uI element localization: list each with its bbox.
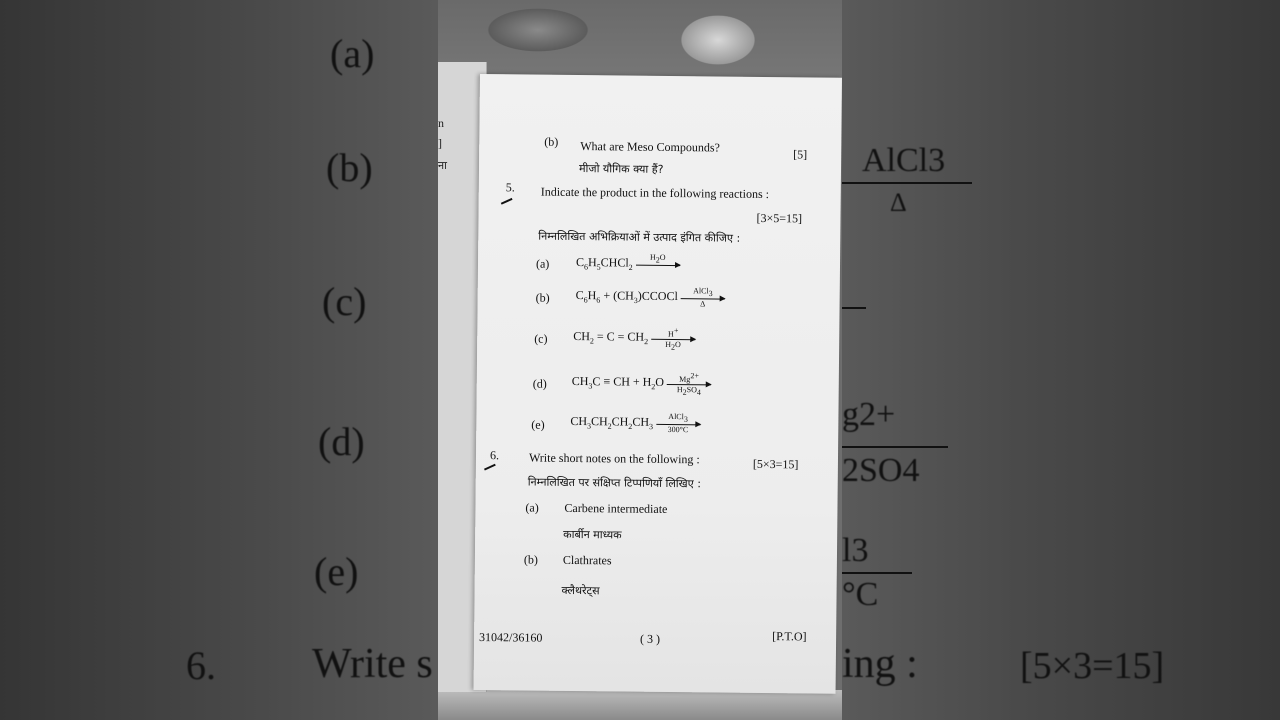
reaction-arrow: $Mg^{2+}$ $H_2SO_4$ xyxy=(667,371,711,397)
reaction-arrow: $H_2O$ xyxy=(636,253,680,275)
reaction-arrow: AlCl$_3$ 300°C xyxy=(656,412,700,434)
note-a-hi: कार्बीन माध्यक xyxy=(563,527,622,542)
reaction-e: $CH_3CH_2CH_2CH_3$ AlCl$_3$ 300°C xyxy=(570,411,700,434)
pto-mark: [P.T.O] xyxy=(772,629,807,644)
bg-arrow-1 xyxy=(842,182,972,184)
reaction-label: (b) xyxy=(535,290,550,305)
bg-fragment-alcl3: AlCl3 xyxy=(862,142,946,179)
reaction-label: (c) xyxy=(534,331,548,346)
note-a-en: Carbene intermediate xyxy=(564,500,668,516)
bg-fragment-cl3: l3 xyxy=(842,532,869,569)
bg-arrow-3 xyxy=(842,446,948,448)
bg-ing-fragment: ing : xyxy=(842,641,918,687)
left-page-fragment: ना xyxy=(438,159,447,172)
bg-fragment-degc: °C xyxy=(842,576,879,613)
reaction-a: $C_6H_5CHCl_2$ $H_2O$ xyxy=(576,252,680,275)
note-b-hi: क्लैथरेट्स xyxy=(561,583,600,598)
bg-label-d: (d) xyxy=(318,419,365,464)
bg-arrow-4 xyxy=(842,572,912,574)
q5-marks: [3×5=15] xyxy=(756,210,803,226)
bg-label-c: (c) xyxy=(322,279,367,324)
bg-fragment-mg: g2+ xyxy=(842,396,896,433)
reaction-c: $CH_2 = C = CH_2$ H+ $H_2O$ xyxy=(573,325,695,352)
bg-fragment-h2so4: 2SO4 xyxy=(842,452,920,489)
reaction-d: $CH_3C$ ≡ CH + $H_2O$ $Mg^{2+}$ $H_2SO_4$ xyxy=(572,370,711,397)
q4b-label: (b) xyxy=(544,134,559,149)
paper-code: 31042/36160 xyxy=(479,630,543,645)
q6-question: Write short notes on the following : xyxy=(528,450,700,467)
q4b-hindi: मीजो यौगिक क्या हैं? xyxy=(578,162,664,176)
reaction-arrow: AlCl$_3$ Δ xyxy=(681,286,725,308)
q5-question: Indicate the product in the following reactions : xyxy=(540,184,770,202)
pen-tick xyxy=(484,464,496,471)
page-number: ( 3 ) xyxy=(640,631,661,646)
bg-label-a: (a) xyxy=(330,31,375,76)
reaction-arrow: H+ $H_2O$ xyxy=(651,326,695,352)
q5-hindi: निम्नलिखित अभिक्रियाओं में उत्पाद इंगित कीजिए : xyxy=(538,229,741,245)
bg-fragment-delta: Δ xyxy=(890,188,907,217)
bg-write-fragment: Write s xyxy=(312,641,433,687)
bg-marks-fragment: [5×3=15] xyxy=(1020,645,1165,687)
bg-label-6: 6. xyxy=(186,643,216,688)
reaction-b: $C_6H_6$ + $(CH_3)CCOCl$ AlCl$_3$ Δ xyxy=(576,285,725,308)
q6-marks: [5×3=15] xyxy=(752,456,799,472)
cloth-bottom xyxy=(438,690,842,720)
reaction-label: (a) xyxy=(535,256,550,271)
q4b-question: What are Meso Compounds? xyxy=(580,139,720,155)
exam-paper xyxy=(474,74,842,694)
note-label: (a) xyxy=(525,500,539,515)
note-label: (b) xyxy=(523,552,538,567)
q4b-marks: [5] xyxy=(793,147,808,162)
q6-hindi: निम्नलिखित पर संक्षिप्त टिप्पणियाँ लिखिए : xyxy=(527,475,702,491)
reaction-label: (d) xyxy=(532,376,547,391)
left-page-fragment: n xyxy=(438,116,444,130)
exam-photo xyxy=(438,0,842,720)
bg-label-e: (e) xyxy=(314,549,359,594)
reaction-label: (e) xyxy=(531,417,545,432)
background-right xyxy=(842,0,1280,720)
left-page-fragment: ] xyxy=(438,136,442,150)
q6-number: 6. xyxy=(489,448,500,463)
bg-arrow-2 xyxy=(842,307,866,309)
q5-number: 5. xyxy=(505,180,515,195)
note-b-en: Clathrates xyxy=(562,552,612,568)
background-left xyxy=(0,0,438,720)
pen-tick xyxy=(501,198,513,205)
bg-label-b: (b) xyxy=(326,145,373,190)
